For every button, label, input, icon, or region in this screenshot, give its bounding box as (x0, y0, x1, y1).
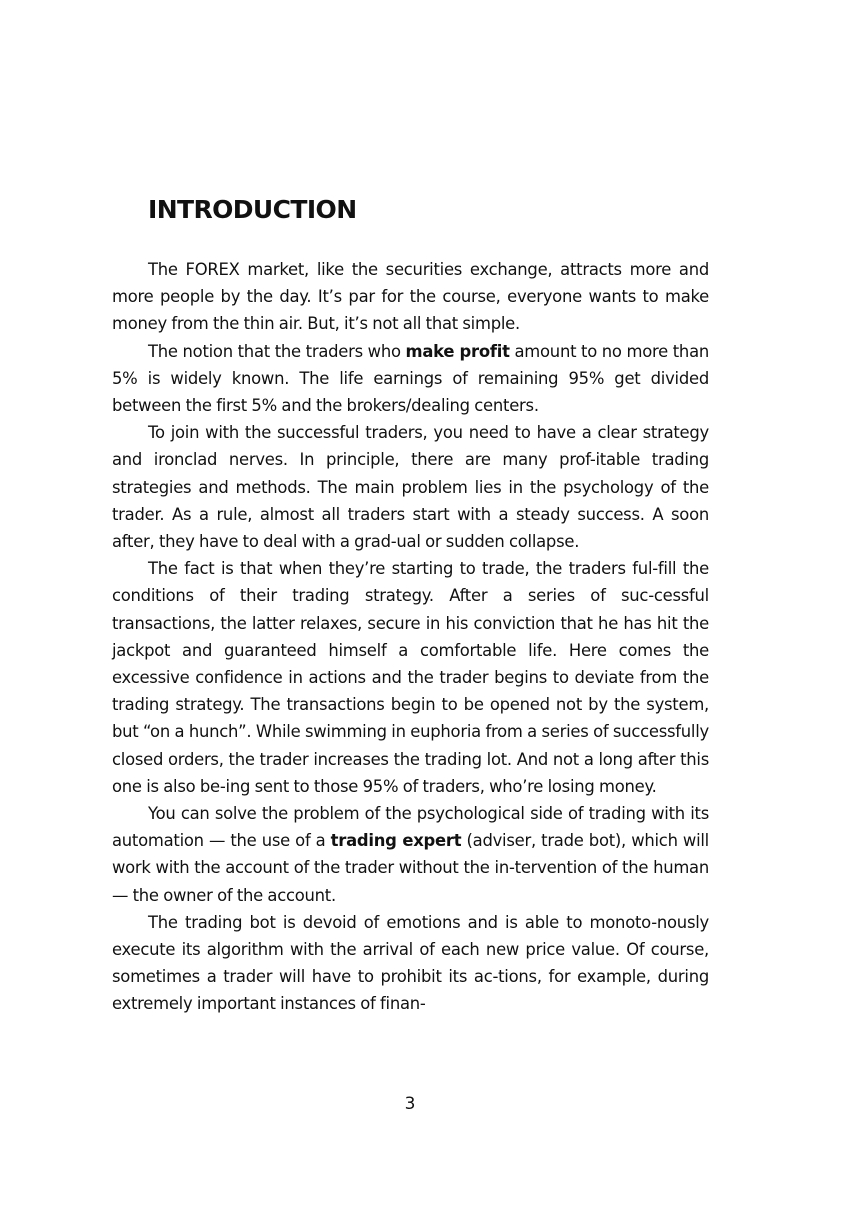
paragraph-4-text: The fact is that when they’re starting to trade, the traders ful-fill the conditions of their trading strategy. After a series of suc-cessful transactions, the latter relaxes, secure in his conviction that he has hit the jackpot and guaranteed himself a comfortable life. Here comes the excessive confidence in actions and the trader begins to deviate from the trading strategy. The transactions begin to be opened not by the system, but “on a hunch”. While swimming in euphoria from a series of successfully closed orders, the trader increases the trading lot. And not a long after this one is also be-ing sent to those 95% of traders, who’re losing money. (112, 559, 709, 796)
page-number: 3 (404, 1094, 416, 1114)
paragraph-2 (112, 338, 709, 420)
paragraph-1-text: The FOREX market, like the securities exchange, attracts more and more people by the day. It’s par for the course, everyone wants to make money from the thin air. But, it’s not all that simple. (112, 260, 709, 334)
paragraph-4 (112, 555, 709, 800)
paragraph-3 (112, 419, 709, 555)
body-text (112, 256, 709, 1018)
paragraph-6-text: The trading bot is devoid of emotions and is able to monoto-nously execute its algorithm with the arrival of each new price value. Of course, sometimes a trader will have to prohibit its ac-tions, for example, during extremely important instances of finan- (112, 912, 709, 1014)
paragraph-5 (112, 800, 709, 909)
paragraph-5-text-a: You can solve the problem of the psychological side of trading with its automation — the use of a (112, 804, 709, 851)
paragraph-2-text-a: The notion that the traders who (148, 341, 406, 361)
paragraph-3-text: To join with the successful traders, you need to have a clear strategy and ironclad nerves. In principle, there are many prof-itable trading strategies and methods. The main problem lies in the psychology of the trader. As a rule, almost all traders start with a steady success. A soon after, they have to deal with a grad-ual or sudden collapse. (112, 423, 709, 552)
bold-term-make-profit: make profit (405, 341, 510, 361)
paragraph-2-text-b: amount to no more than 5% is widely known. The life earnings of remaining 95% get divided between the first 5% and the brokers/dealing centers. (112, 341, 709, 416)
paragraph-1 (112, 256, 709, 338)
paragraph-6 (112, 909, 709, 1018)
paragraph-5-text-b: (adviser, trade bot), which will work with the account of the trader without the in-tervention of the human — the owner of the account. (112, 831, 709, 905)
bold-term-trading-expert: trading expert (330, 831, 462, 851)
chapter-heading: INTRODUCTION (148, 195, 357, 224)
